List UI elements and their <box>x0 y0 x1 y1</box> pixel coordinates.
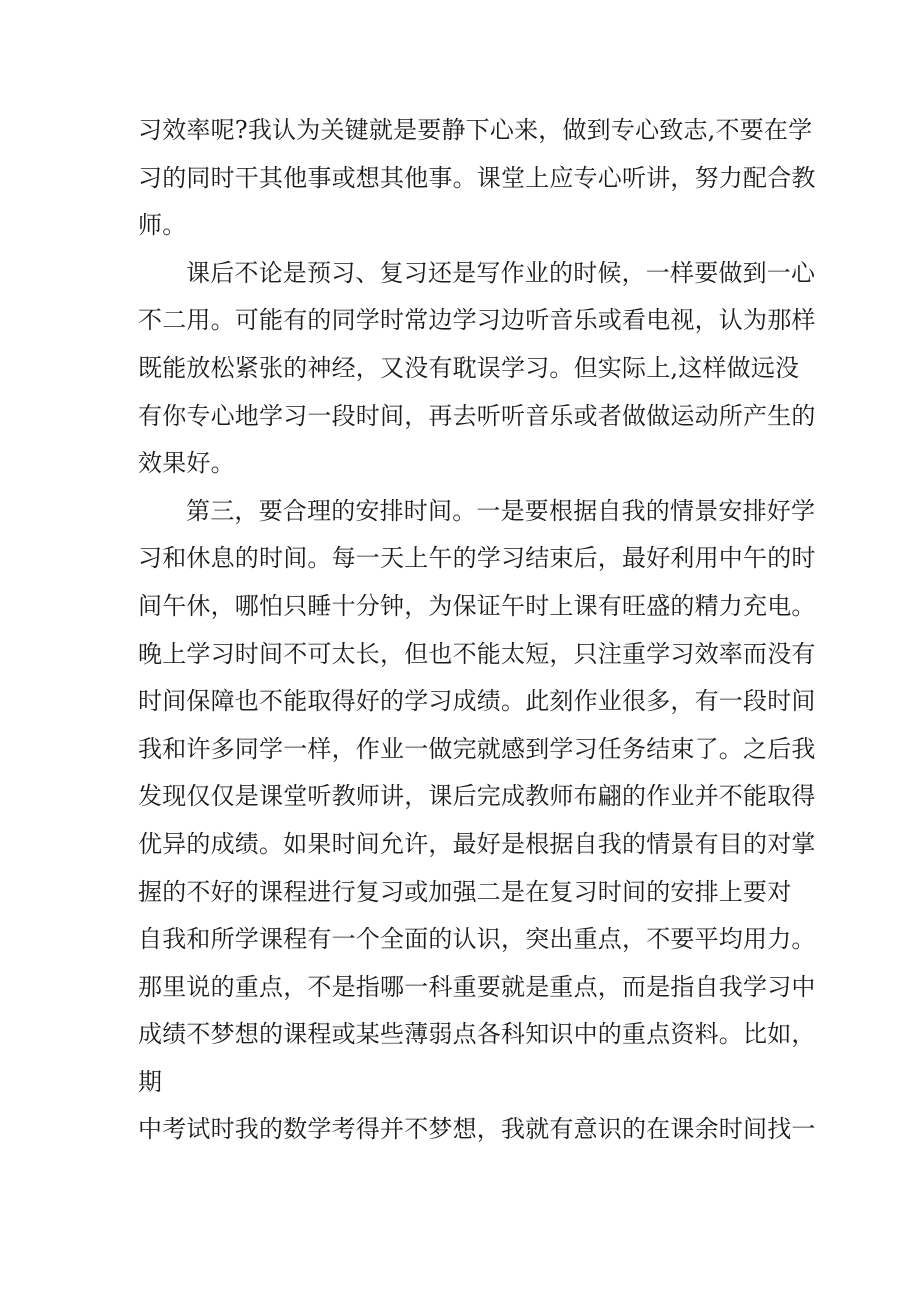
text-line: 那里说的重点，不是指哪一科重要就是重点，而是指自我学习中 <box>138 972 816 1001</box>
text-line: 习效率呢?我认为关键就是要静下心来，做到专心致志,不要在学 <box>138 116 813 144</box>
text-line: 握的不好的课程进行复习或加强二是在复习时间的安排上要对 <box>138 877 792 906</box>
text-line: 习和休息的时间。每一天上午的学习结束后，最好利用中午的时 <box>138 544 816 573</box>
text-line: 时间保障也不能取得好的学习成绩。此刻作业很多，有一段时间 <box>138 687 816 716</box>
paragraph-start-line: 课后不论是预习、复习还是写作业的时候，一样要做到一心 <box>186 258 816 287</box>
text-line: 有你专心地学习一段时间，再去听听音乐或者做做运动所产生的 <box>138 401 816 430</box>
text-line: 优异的成绩。如果时间允许，最好是根据自我的情景有目的对掌 <box>138 829 816 858</box>
text-line: 不二用。可能有的同学时常边学习边听音乐或看电视，认为那样 <box>138 306 816 335</box>
text-line: 习的同时干其他事或想其他事。课堂上应专心听讲，努力配合教 <box>138 163 816 192</box>
text-line: 自我和所学课程有一个全面的认识，突出重点，不要平均用力。 <box>138 925 816 954</box>
body-text <box>138 107 816 1154</box>
paragraph-start-line: 第三，要合理的安排时间。一是要根据自我的情景安排好学 <box>186 496 816 525</box>
text-line: 成绩不梦想的课程或某些薄弱点各科知识中的重点资料。比如， <box>138 1020 816 1049</box>
text-line: 间午休，哪怕只睡十分钟，为保证午时上课有旺盛的精力充电。 <box>138 591 816 620</box>
text-line: 发现仅仅是课堂听教师讲，课后完成教师布翩的作业并不能取得 <box>138 782 816 811</box>
text-line: 效果好。 <box>138 449 235 478</box>
text-line: 师。 <box>138 211 187 240</box>
text-line: 晚上学习时间不可太长，但也不能太短，只注重学习效率而没有 <box>138 639 816 668</box>
text-line: 中考试时我的数学考得并不梦想，我就有意识的在课余时间找一 <box>138 1115 816 1144</box>
text-line: 既能放松紧张的神经，又没有耽误学习。但实际上,这样做远没 <box>138 353 800 382</box>
text-line: 我和许多同学一样，作业一做完就感到学习任务结束了。之后我 <box>138 734 816 763</box>
text-line: 期 <box>138 1067 163 1096</box>
